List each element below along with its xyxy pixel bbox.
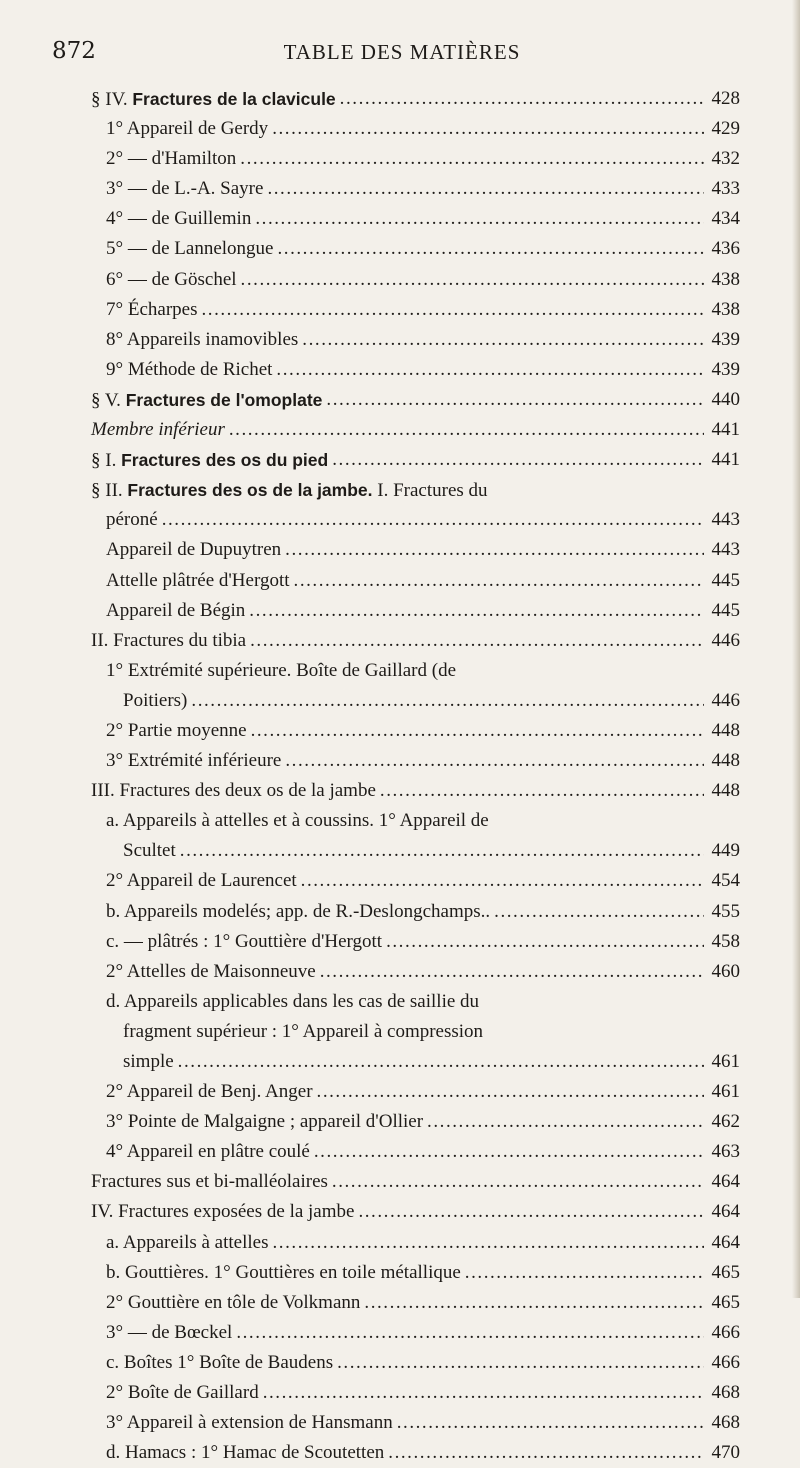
page-ref: 466 bbox=[711, 1351, 740, 1373]
toc-entry bbox=[0, 295, 800, 325]
entry-title: II. Fractures du tibia bbox=[91, 629, 247, 651]
entry-title: 2° Appareil de Laurencet bbox=[106, 870, 297, 892]
toc-entry bbox=[0, 1378, 800, 1408]
toc-entry bbox=[0, 746, 800, 776]
leader-dots bbox=[162, 505, 704, 535]
toc-entry-text bbox=[106, 1438, 384, 1468]
toc-entry bbox=[0, 385, 800, 415]
toc-entry bbox=[0, 1077, 800, 1107]
leader-dots bbox=[301, 866, 704, 896]
entry-title: 4° Appareil en plâtre coulé bbox=[106, 1141, 310, 1163]
toc-entry bbox=[0, 114, 800, 144]
toc-entry bbox=[0, 265, 800, 295]
toc-entry-text bbox=[106, 174, 263, 204]
page-ref: 455 bbox=[711, 900, 740, 922]
toc-entry-text bbox=[91, 1197, 354, 1227]
entry-title: IV. Fractures exposées de la jambe bbox=[91, 1201, 355, 1223]
entry-title: Appareil de Bégin bbox=[106, 599, 246, 621]
entry-title: c. Boîtes 1° Boîte de Baudens bbox=[106, 1351, 334, 1373]
toc-entry-text bbox=[106, 1228, 269, 1258]
leader-dots bbox=[320, 957, 704, 987]
entry-title: 5° — de Lannelongue bbox=[106, 238, 274, 260]
page-ref: 441 bbox=[711, 449, 740, 471]
leader-dots bbox=[277, 234, 704, 264]
section-number: § I. bbox=[91, 450, 122, 472]
leader-dots bbox=[465, 1258, 704, 1288]
toc-entry-text bbox=[106, 1408, 393, 1438]
toc-entry bbox=[0, 897, 800, 927]
entry-title: 6° — de Göschel bbox=[106, 268, 237, 290]
entry-title: Fractures sus et bi-malléolaires bbox=[91, 1171, 328, 1193]
toc-entry-text bbox=[91, 776, 376, 806]
entry-title: Attelle plâtrée d'Hergott bbox=[106, 569, 290, 591]
section-title: Fractures de l'omoplate bbox=[125, 389, 323, 410]
toc-entry-text bbox=[106, 596, 245, 626]
toc-entry-text bbox=[91, 84, 336, 115]
section-number: § II. bbox=[91, 480, 128, 502]
toc-entry bbox=[0, 716, 800, 746]
leader-dots bbox=[326, 385, 704, 415]
toc-entry-text bbox=[106, 1378, 259, 1408]
entry-title: 7° Écharpes bbox=[106, 298, 198, 320]
toc-entry bbox=[0, 1017, 800, 1047]
entry-title: fragment supérieur : 1° Appareil à compression bbox=[123, 1020, 484, 1042]
toc-entry-text bbox=[106, 234, 273, 264]
leader-dots bbox=[240, 144, 704, 174]
page-ref: 446 bbox=[711, 689, 740, 711]
entry-title: 1° Extrémité supérieure. Boîte de Gaillard (de bbox=[106, 659, 456, 681]
toc-entry bbox=[0, 566, 800, 596]
entry-title: d. Hamacs : 1° Hamac de Scoutetten bbox=[106, 1442, 385, 1464]
toc-entry-text bbox=[106, 535, 281, 565]
toc-entry bbox=[0, 355, 800, 385]
page-ref: 434 bbox=[711, 208, 740, 230]
leader-dots bbox=[272, 114, 704, 144]
toc-entry bbox=[0, 1137, 800, 1167]
page-ref: 466 bbox=[711, 1321, 740, 1343]
page-ref: 445 bbox=[711, 599, 740, 621]
page-ref: 461 bbox=[711, 1051, 740, 1072]
toc-entry-text bbox=[91, 1167, 328, 1197]
toc-entry bbox=[0, 84, 800, 114]
leader-dots bbox=[236, 1318, 704, 1348]
page-ref: 443 bbox=[711, 539, 740, 561]
toc-entry-text bbox=[106, 806, 489, 836]
leader-dots bbox=[201, 295, 704, 325]
entry-title: a. Appareils à attelles bbox=[106, 1231, 269, 1253]
toc-entry bbox=[0, 1318, 800, 1348]
toc-entry-text bbox=[106, 1318, 232, 1348]
entry-title: 1° Appareil de Gerdy bbox=[106, 118, 269, 140]
page-ref: 462 bbox=[711, 1111, 740, 1133]
toc-entry-text bbox=[123, 1047, 174, 1077]
entry-title: 3° Pointe de Malgaigne ; appareil d'Ollier bbox=[106, 1111, 424, 1133]
page-ref: 432 bbox=[711, 148, 740, 170]
toc-entry-text bbox=[106, 1107, 423, 1137]
toc-entry bbox=[0, 325, 800, 355]
toc-entry bbox=[0, 234, 800, 264]
entry-title: Scultet bbox=[123, 840, 176, 862]
toc-entry-text bbox=[106, 987, 479, 1017]
entry-title: 8° Appareils inamovibles bbox=[106, 328, 299, 350]
entry-title: 2° — d'Hamilton bbox=[106, 148, 237, 170]
toc-entry-text bbox=[106, 505, 158, 535]
page-ref: 465 bbox=[711, 1291, 740, 1313]
toc-entry bbox=[0, 1197, 800, 1227]
leader-dots bbox=[250, 626, 704, 656]
section-title: Fractures des os de la jambe. bbox=[127, 480, 373, 501]
entry-title: 2° Gouttière en tôle de Volkmann bbox=[106, 1291, 361, 1313]
leader-dots bbox=[191, 686, 704, 716]
leader-dots bbox=[314, 1137, 704, 1167]
page-ref: 460 bbox=[711, 960, 740, 982]
leader-dots bbox=[263, 1378, 704, 1408]
entry-title: Appareil de Dupuytren bbox=[106, 539, 282, 561]
section-title: Fractures des os du pied bbox=[121, 450, 329, 471]
entry-title: péroné bbox=[106, 509, 158, 531]
toc-entry bbox=[0, 656, 800, 686]
table-of-contents bbox=[0, 84, 800, 1468]
toc-entry-text bbox=[106, 325, 298, 355]
page-ref: 438 bbox=[711, 298, 740, 320]
toc-entry bbox=[0, 626, 800, 656]
page-ref: 464 bbox=[711, 1171, 740, 1193]
page-ref: 445 bbox=[711, 569, 740, 591]
page-ref: 428 bbox=[711, 88, 740, 109]
toc-entry bbox=[0, 686, 800, 716]
page-header bbox=[52, 38, 752, 68]
entry-title: b. Gouttières. 1° Gouttières en toile métallique bbox=[106, 1261, 461, 1283]
entry-title: 3° — de Bœckel bbox=[106, 1321, 233, 1343]
toc-entry bbox=[0, 1047, 800, 1077]
entry-title: 2° Appareil de Benj. Anger bbox=[106, 1081, 313, 1103]
toc-entry-text bbox=[106, 1348, 333, 1378]
leader-dots bbox=[251, 716, 704, 746]
toc-entry bbox=[0, 927, 800, 957]
entry-title: 4° — de Guillemin bbox=[106, 208, 252, 230]
page-ref: 448 bbox=[711, 750, 740, 772]
entry-title: 2° Boîte de Gaillard bbox=[106, 1382, 259, 1404]
page-ref: 438 bbox=[711, 268, 740, 290]
page-ref: 454 bbox=[711, 870, 740, 892]
page-ref: 448 bbox=[711, 719, 740, 741]
page-ref: 439 bbox=[711, 358, 740, 380]
subsection-title: I. Fractures du bbox=[372, 480, 488, 502]
leader-dots bbox=[229, 415, 704, 445]
toc-entry-text bbox=[106, 295, 197, 325]
toc-entry-text bbox=[106, 1077, 313, 1107]
toc-entry bbox=[0, 987, 800, 1017]
leader-dots bbox=[427, 1107, 704, 1137]
page-ref: 440 bbox=[711, 388, 740, 410]
toc-entry-text bbox=[106, 927, 382, 957]
page-ref: 436 bbox=[711, 238, 740, 260]
toc-entry-text bbox=[106, 746, 281, 776]
toc-entry-text bbox=[91, 415, 225, 445]
toc-entry-text bbox=[106, 566, 290, 596]
leader-dots bbox=[285, 535, 704, 565]
section-number: § V. bbox=[91, 389, 126, 411]
toc-entry-text bbox=[106, 1258, 461, 1288]
leader-dots bbox=[285, 746, 704, 776]
toc-entry-text bbox=[91, 626, 246, 656]
page-ref: 429 bbox=[711, 118, 740, 140]
page-ref: 433 bbox=[711, 178, 740, 200]
entry-title: 9° Méthode de Richet bbox=[106, 358, 273, 380]
toc-entry-text bbox=[91, 385, 322, 416]
page-ref: 449 bbox=[711, 840, 740, 862]
toc-entry bbox=[0, 535, 800, 565]
entry-title: a. Appareils à attelles et à coussins. 1° Appareil de bbox=[106, 810, 489, 832]
entry-title: 3° Extrémité inférieure bbox=[106, 750, 282, 772]
leader-dots bbox=[273, 1228, 705, 1258]
section-title: Fractures de la clavicule bbox=[132, 89, 336, 109]
leader-dots bbox=[249, 596, 704, 626]
entry-title: b. Appareils modelés; app. de R.-Deslongchamps.. bbox=[106, 900, 491, 922]
toc-entry bbox=[0, 174, 800, 204]
toc-entry bbox=[0, 806, 800, 836]
page-ref: 443 bbox=[711, 509, 740, 531]
toc-entry bbox=[0, 866, 800, 896]
leader-dots bbox=[241, 265, 704, 295]
toc-entry-text bbox=[106, 957, 316, 987]
toc-entry bbox=[0, 1228, 800, 1258]
toc-entry-text bbox=[106, 204, 251, 234]
page-ref: 470 bbox=[711, 1442, 740, 1464]
toc-entry bbox=[0, 1408, 800, 1438]
toc-entry-text bbox=[106, 716, 247, 746]
leader-dots bbox=[388, 1438, 704, 1468]
leader-dots bbox=[397, 1408, 704, 1438]
leader-dots bbox=[380, 776, 704, 806]
entry-title: 3° — de L.-A. Sayre bbox=[106, 178, 264, 200]
leader-dots bbox=[337, 1348, 704, 1378]
leader-dots bbox=[332, 445, 704, 475]
toc-entry bbox=[0, 1348, 800, 1378]
leader-dots bbox=[364, 1288, 704, 1318]
entry-title: c. — plâtrés : 1° Gouttière d'Hergott bbox=[106, 930, 383, 952]
toc-entry bbox=[0, 1107, 800, 1137]
toc-entry-text bbox=[106, 897, 490, 927]
toc-entry bbox=[0, 1167, 800, 1197]
toc-entry bbox=[0, 415, 800, 445]
leader-dots bbox=[178, 1047, 704, 1077]
page-ref: 441 bbox=[711, 419, 740, 441]
entry-title: III. Fractures des deux os de la jambe bbox=[91, 780, 376, 802]
toc-entry bbox=[0, 596, 800, 626]
leader-dots bbox=[332, 1167, 704, 1197]
leader-dots bbox=[302, 325, 704, 355]
toc-entry-text bbox=[106, 144, 236, 174]
entry-title: d. Appareils applicables dans les cas de saillie du bbox=[106, 990, 480, 1012]
leader-dots bbox=[255, 204, 704, 234]
toc-entry bbox=[0, 204, 800, 234]
page-ref: 468 bbox=[711, 1412, 740, 1434]
page-ref: 465 bbox=[711, 1261, 740, 1283]
section-number: § IV. bbox=[91, 89, 133, 110]
page-ref: 464 bbox=[711, 1231, 740, 1253]
toc-entry-text bbox=[106, 1137, 310, 1167]
page-number: 872 bbox=[52, 38, 96, 64]
toc-entry bbox=[0, 1438, 800, 1468]
page-ref: 464 bbox=[711, 1201, 740, 1223]
toc-entry-text bbox=[106, 265, 237, 295]
page-ref: 448 bbox=[711, 780, 740, 802]
toc-entry-text bbox=[123, 1017, 483, 1047]
toc-entry bbox=[0, 776, 800, 806]
toc-entry-text bbox=[91, 475, 488, 506]
leader-dots bbox=[276, 355, 704, 385]
entry-title: Membre inférieur bbox=[91, 419, 225, 441]
page-ref: 463 bbox=[711, 1141, 740, 1163]
toc-entry bbox=[0, 445, 800, 475]
toc-entry bbox=[0, 505, 800, 535]
toc-entry bbox=[0, 957, 800, 987]
entry-title: 2° Attelles de Maisonneuve bbox=[106, 960, 316, 982]
page-ref: 458 bbox=[711, 930, 740, 952]
toc-entry bbox=[0, 1258, 800, 1288]
page-ref: 461 bbox=[711, 1081, 740, 1103]
toc-entry-text bbox=[123, 836, 176, 866]
toc-entry bbox=[0, 475, 800, 505]
page-ref: 446 bbox=[711, 629, 740, 651]
toc-entry-text bbox=[106, 1288, 360, 1318]
leader-dots bbox=[358, 1197, 704, 1227]
leader-dots bbox=[340, 84, 704, 114]
page-title: TABLE DES MATIÈRES bbox=[283, 40, 521, 64]
leader-dots bbox=[294, 566, 704, 596]
toc-entry-text bbox=[106, 114, 268, 144]
leader-dots bbox=[317, 1077, 704, 1107]
toc-entry-text bbox=[91, 445, 328, 476]
toc-entry-text bbox=[106, 866, 297, 896]
toc-entry bbox=[0, 836, 800, 866]
toc-entry-text bbox=[106, 656, 456, 686]
page-ref: 468 bbox=[711, 1382, 740, 1404]
toc-entry-text bbox=[106, 355, 272, 385]
entry-title: Poitiers) bbox=[123, 689, 188, 711]
leader-dots bbox=[180, 836, 704, 866]
leader-dots bbox=[386, 927, 704, 957]
entry-title: simple bbox=[123, 1051, 174, 1072]
leader-dots bbox=[494, 897, 704, 927]
entry-title: 2° Partie moyenne bbox=[106, 719, 247, 741]
entry-title: 3° Appareil à extension de Hansmann bbox=[106, 1412, 393, 1434]
toc-entry bbox=[0, 144, 800, 174]
toc-entry bbox=[0, 1288, 800, 1318]
page-ref: 439 bbox=[711, 328, 740, 350]
toc-entry-text bbox=[123, 686, 187, 716]
leader-dots bbox=[267, 174, 704, 204]
